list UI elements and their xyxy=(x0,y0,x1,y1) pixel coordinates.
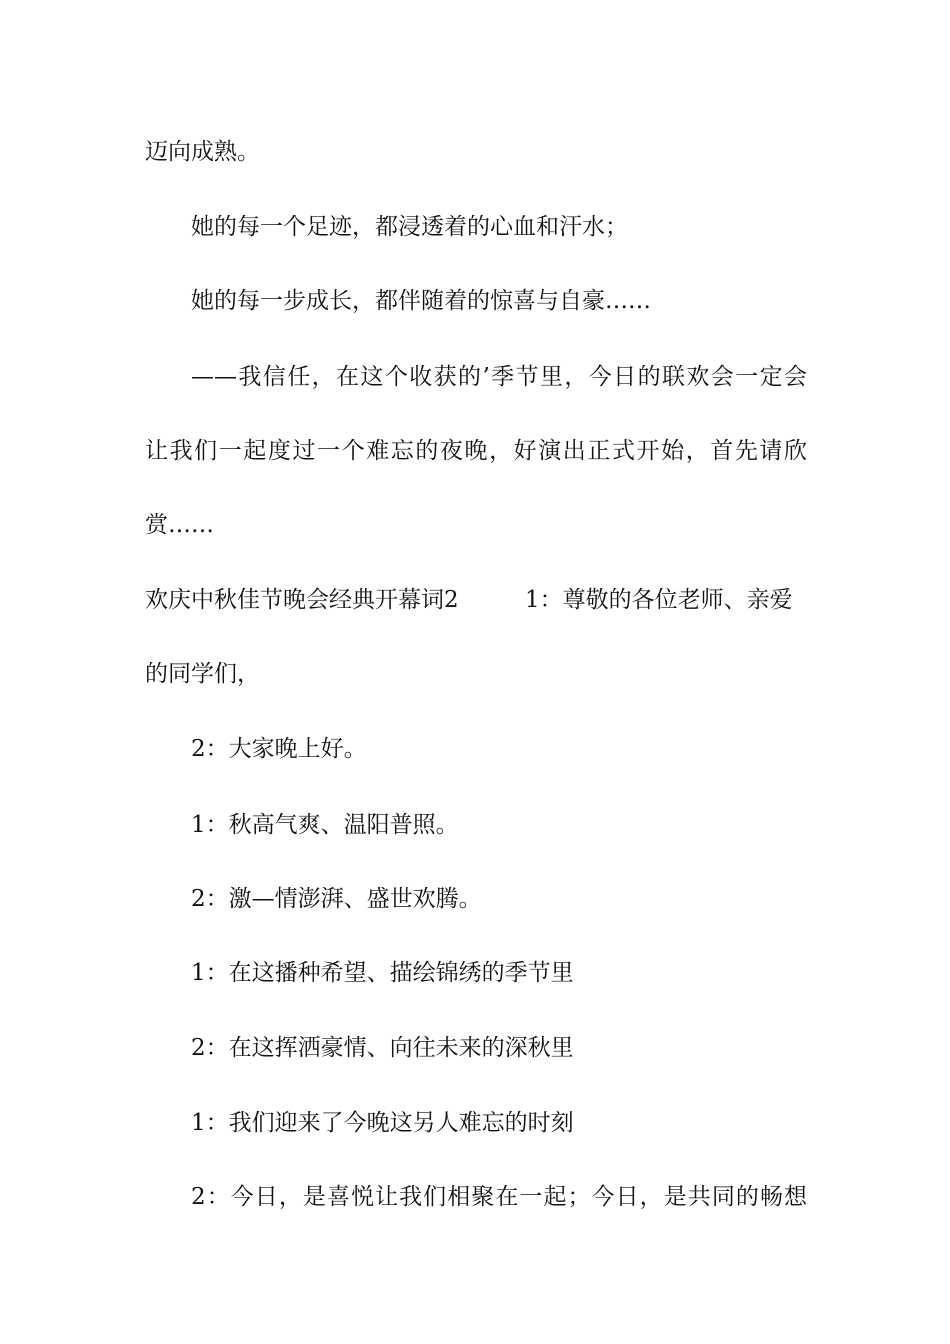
dialogue-line: 1：秋高气爽、温阳普照。 xyxy=(191,812,459,838)
dialogue-line: 1：我们迎来了今晚这另人难忘的时刻 xyxy=(191,1110,574,1136)
dialogue-line: 1：在这播种希望、描绘锦绣的季节里 xyxy=(191,960,574,986)
dialogue-line: 2：在这挥洒豪情、向往未来的深秋里 xyxy=(191,1035,574,1061)
dialogue-line: 2：激—情澎湃、盛世欢腾。 xyxy=(191,886,482,912)
section-title: 欢庆中秋佳节晚会经典开幕词2 xyxy=(145,587,459,613)
paragraph-line: 的同学们， xyxy=(145,661,260,687)
paragraph-line: 她的每一步成长，都伴随着的惊喜与自豪…… xyxy=(191,288,651,314)
paragraph-text: 1：尊敬的各位老师、亲爱 xyxy=(525,587,793,613)
paragraph-line: 让我们一起度过一个难忘的夜晚，好演出正式开始，首先请欣 xyxy=(145,438,807,464)
paragraph-line: 她的每一个足迹，都浸透着的心血和汗水； xyxy=(191,214,628,240)
paragraph-line: 迈向成熟。 xyxy=(145,139,260,165)
paragraph-line: 赏…… xyxy=(145,512,214,538)
dialogue-line: 2：大家晚上好。 xyxy=(191,736,367,762)
paragraph-line: ——我信任，在这个收获的’季节里，今日的联欢会一定会 xyxy=(191,364,807,390)
dialogue-line: 2：今日，是喜悦让我们相聚在一起；今日，是共同的畅想 xyxy=(191,1184,807,1210)
